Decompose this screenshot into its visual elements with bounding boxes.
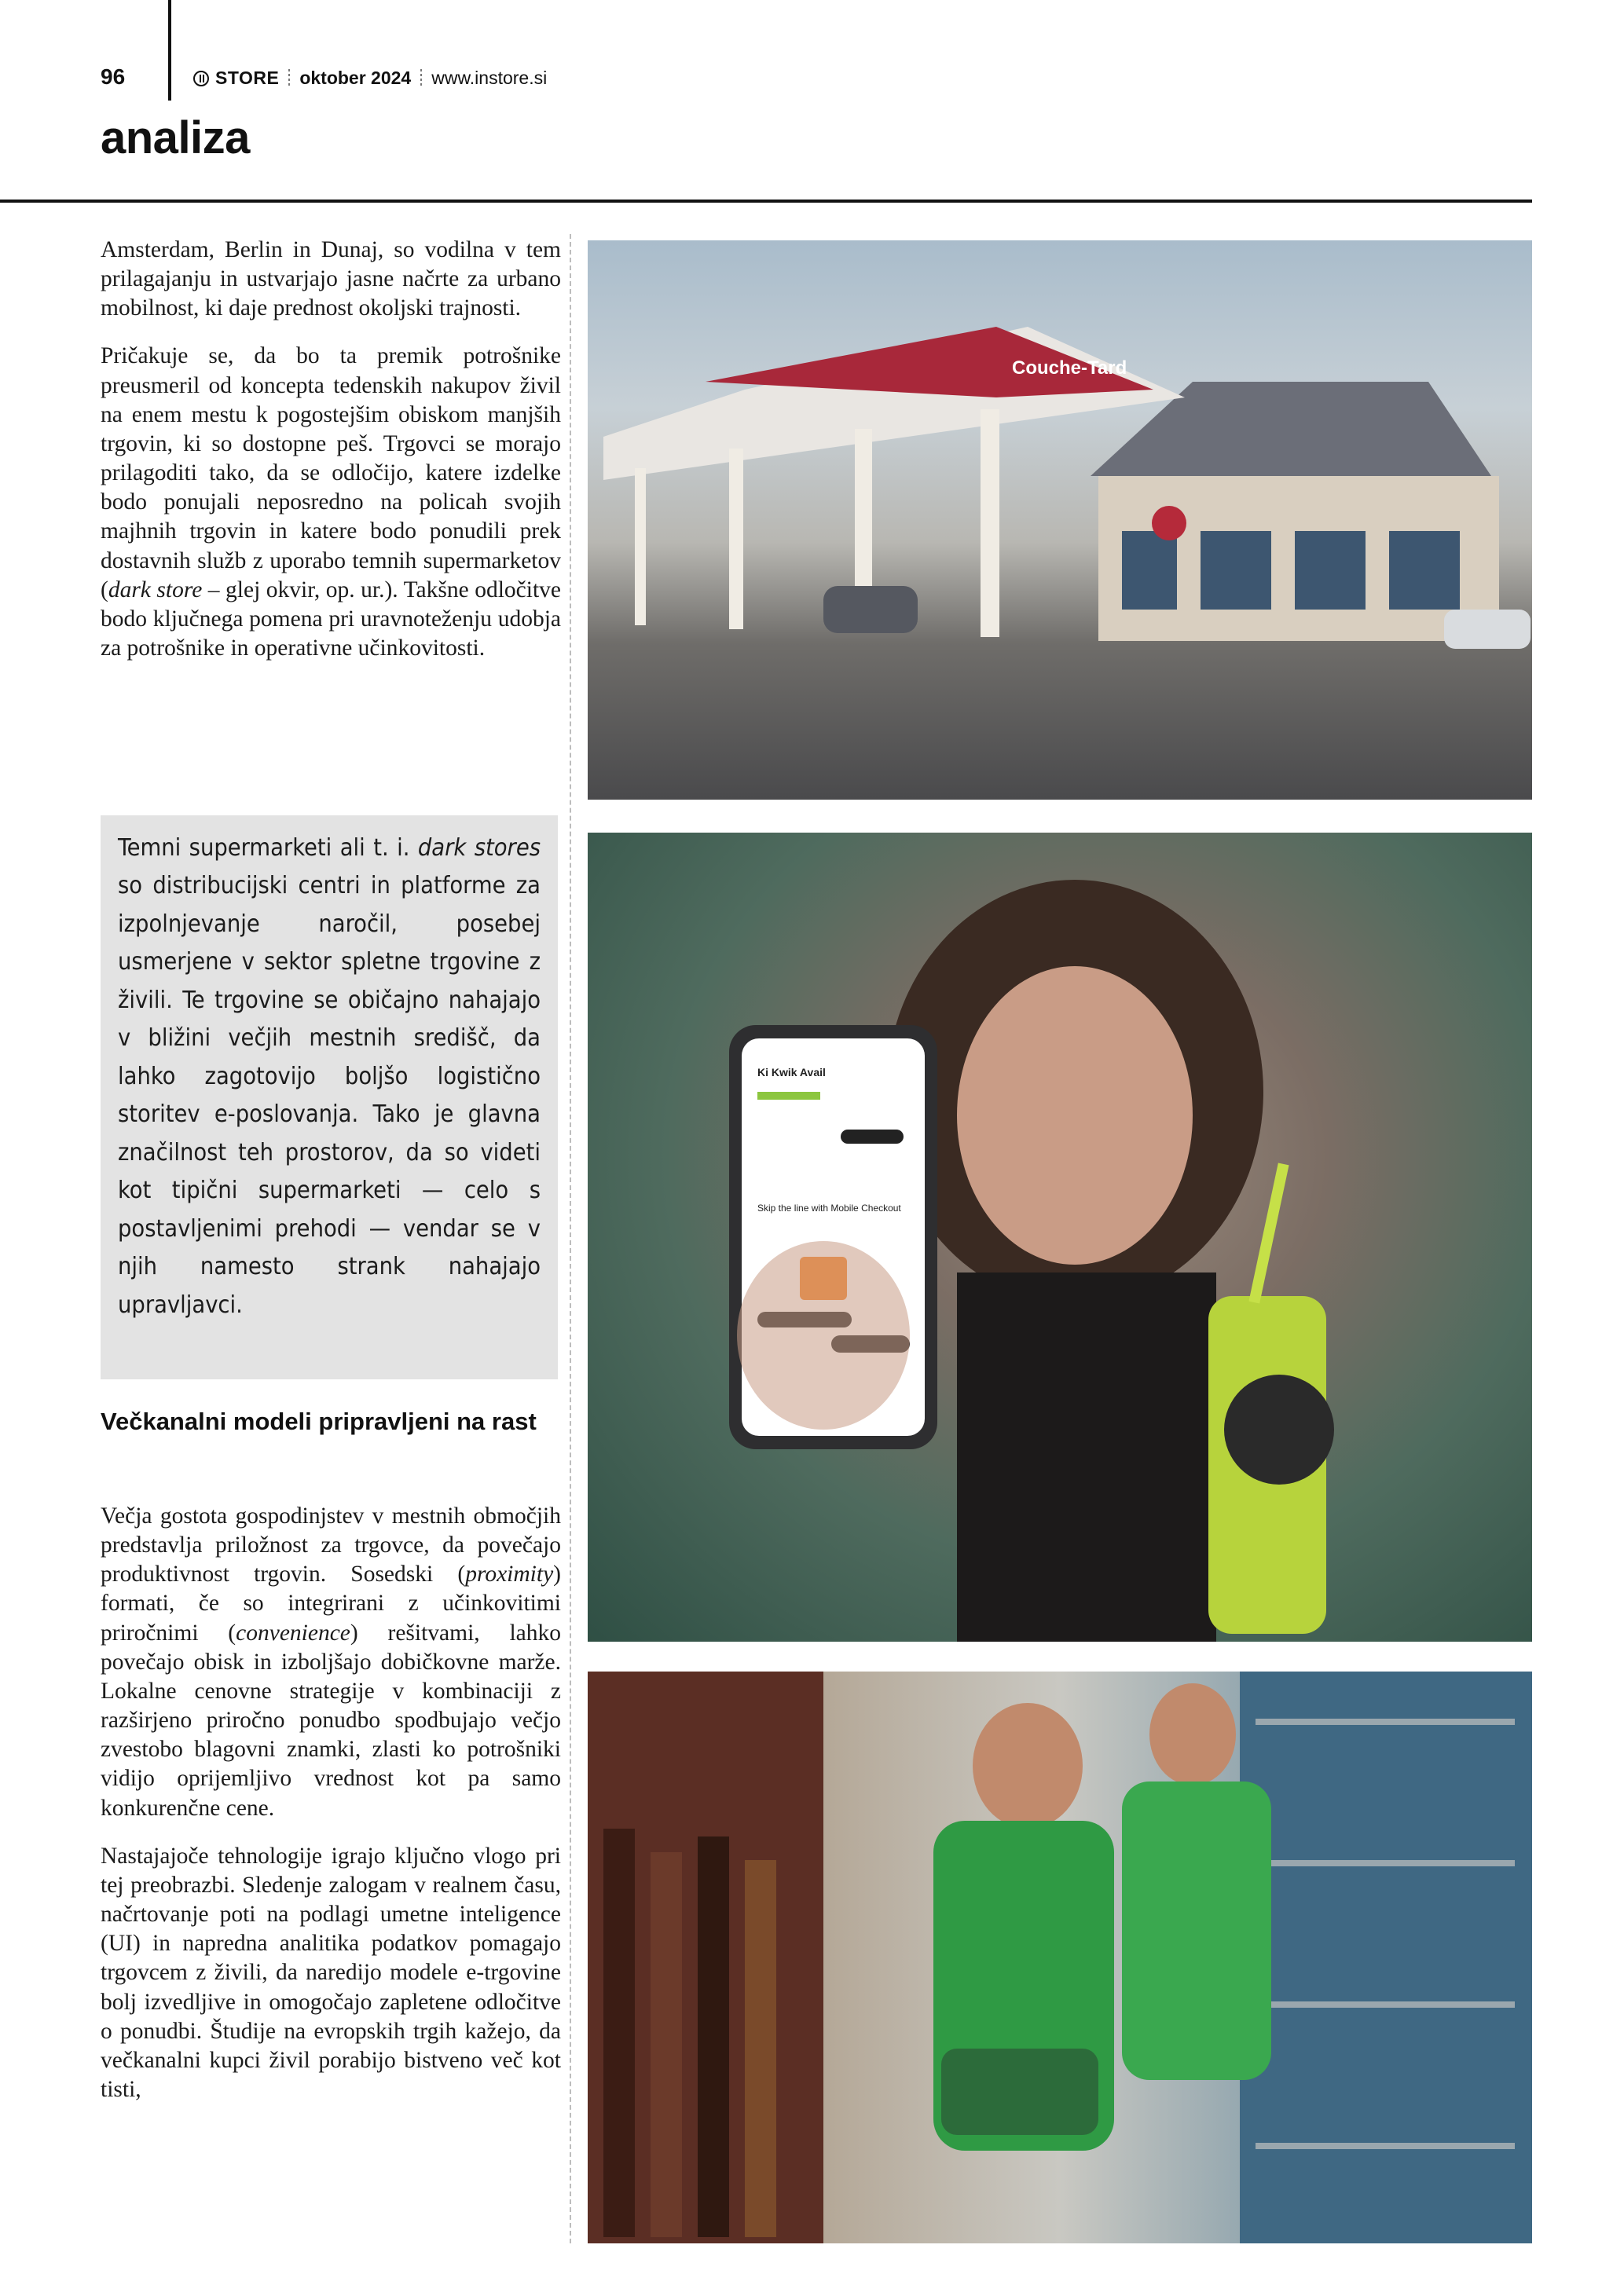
dark-store-sidebar: Temni supermarketi ali t. i. dark stores so distribucijski centri in platforme za izpolnjevanje naročil, posebej usmerjene v sektor spletne trgovine z živili. Te trgovine se običajno nahajajo v bližini večjih mestnih središč, da lahko zagotovijo boljšo logistično storitev e-poslovanja. Tako je glavna značilnost teh prostorov, da so videti kot tipični supermarketi — celo s postavljenimi prehodi — vendar se v njih namesto strank nahajajo upravljavci. <box>101 815 558 1379</box>
dark-store-staff-illustration <box>588 1672 1532 2243</box>
website-url: www.instore.si <box>431 68 548 88</box>
store-logo-icon <box>193 71 209 86</box>
gas-station-photo <box>588 240 1532 800</box>
paragraph-proximity: Večja gostota gospodinjstev v mestnih območjih predstavlja priložnost za trgovce, da povečajo produktivnost trgovin. Sosedski (proximity) formati, če so integrirani z učinkovitimi priročnimi (convenience) rešitvami, lahko povečajo obisk in izboljšajo dobičkovne marže. Lokalne cenovne strategije v kombinaciji z razširjeno priročno ponudbo spodbujajo večjo zvestobo blagovni znamki, zlasti ko potrošniki vidijo oprijemljivo vrednost kot pa samo konkurenčne cene. <box>101 1503 561 1821</box>
station-sign: Couche-Tard <box>1012 357 1127 379</box>
paragraph-dark-store: Pričakuje se, da bo ta premik potrošnike preusmeril od koncepta tedenskih nakupov živil na enem mestu k pogostejšim obiskom manjših trgovin, ki so dostopne peš. Trgovci se morajo prilagoditi tako, da se odločijo, katere izdelke bodo ponujali neposredno na policah svojih majhnih trgovin in katere bodo ponudili prek dostavnih služb z uporabo temnih supermarketov (dark store – glej okvir, op. ur.). Takšne odločitve bodo ključnega pomena pri uravnoteženju udobja za potrošnike in operativne učinkovitosti. <box>101 343 561 661</box>
intro-paragraph: Amsterdam, Berlin in Dunaj, so vodilna v tem prilagajanju in ustvarjajo jasne načrte za urbano mobilnost, ki daje prednost okoljski trajnosti. <box>101 237 561 321</box>
masthead-separator <box>288 69 290 88</box>
section-rule <box>0 200 1532 203</box>
paragraph-technologies: Nastajajoče tehnologije igrajo ključno vlogo pri tej preobrazbi. Sledenje zalogam v realnem času, načrtovanje poti na podlagi umetne inteligence (UI) in napredna analitika podatkov pomagajo trgovcem z živili, da naredijo modele e-trgovine bolj izvedljive in omogočajo zapletene odločitve o ponudbi. Študije na evropskih trgih kažejo, da večkanalni kupci živil porabijo bistveno več kot tisti, <box>101 1843 561 2102</box>
masthead <box>193 68 547 89</box>
magazine-brand: STORE <box>215 68 280 88</box>
gas-station-illustration <box>588 240 1532 800</box>
dark-store-staff-photo <box>588 1672 1532 2243</box>
article-text-top <box>101 236 561 682</box>
article-text-bottom <box>101 1502 561 2123</box>
page-number: 96 <box>101 64 126 89</box>
header-divider <box>168 0 171 101</box>
issue-date: oktober 2024 <box>299 68 412 88</box>
app-title: Ki Kwik Avail <box>757 1066 826 1078</box>
section-title: analiza <box>101 112 250 163</box>
page-header <box>0 0 1624 204</box>
masthead-separator <box>420 69 422 88</box>
app-banner: Skip the line with Mobile Checkout <box>757 1203 901 1214</box>
mobile-checkout-illustration <box>588 833 1532 1642</box>
article-subheading: Večkanalni modeli pripravljeni na rast <box>101 1408 537 1435</box>
column-divider <box>570 234 571 2243</box>
mobile-checkout-photo <box>588 833 1532 1642</box>
